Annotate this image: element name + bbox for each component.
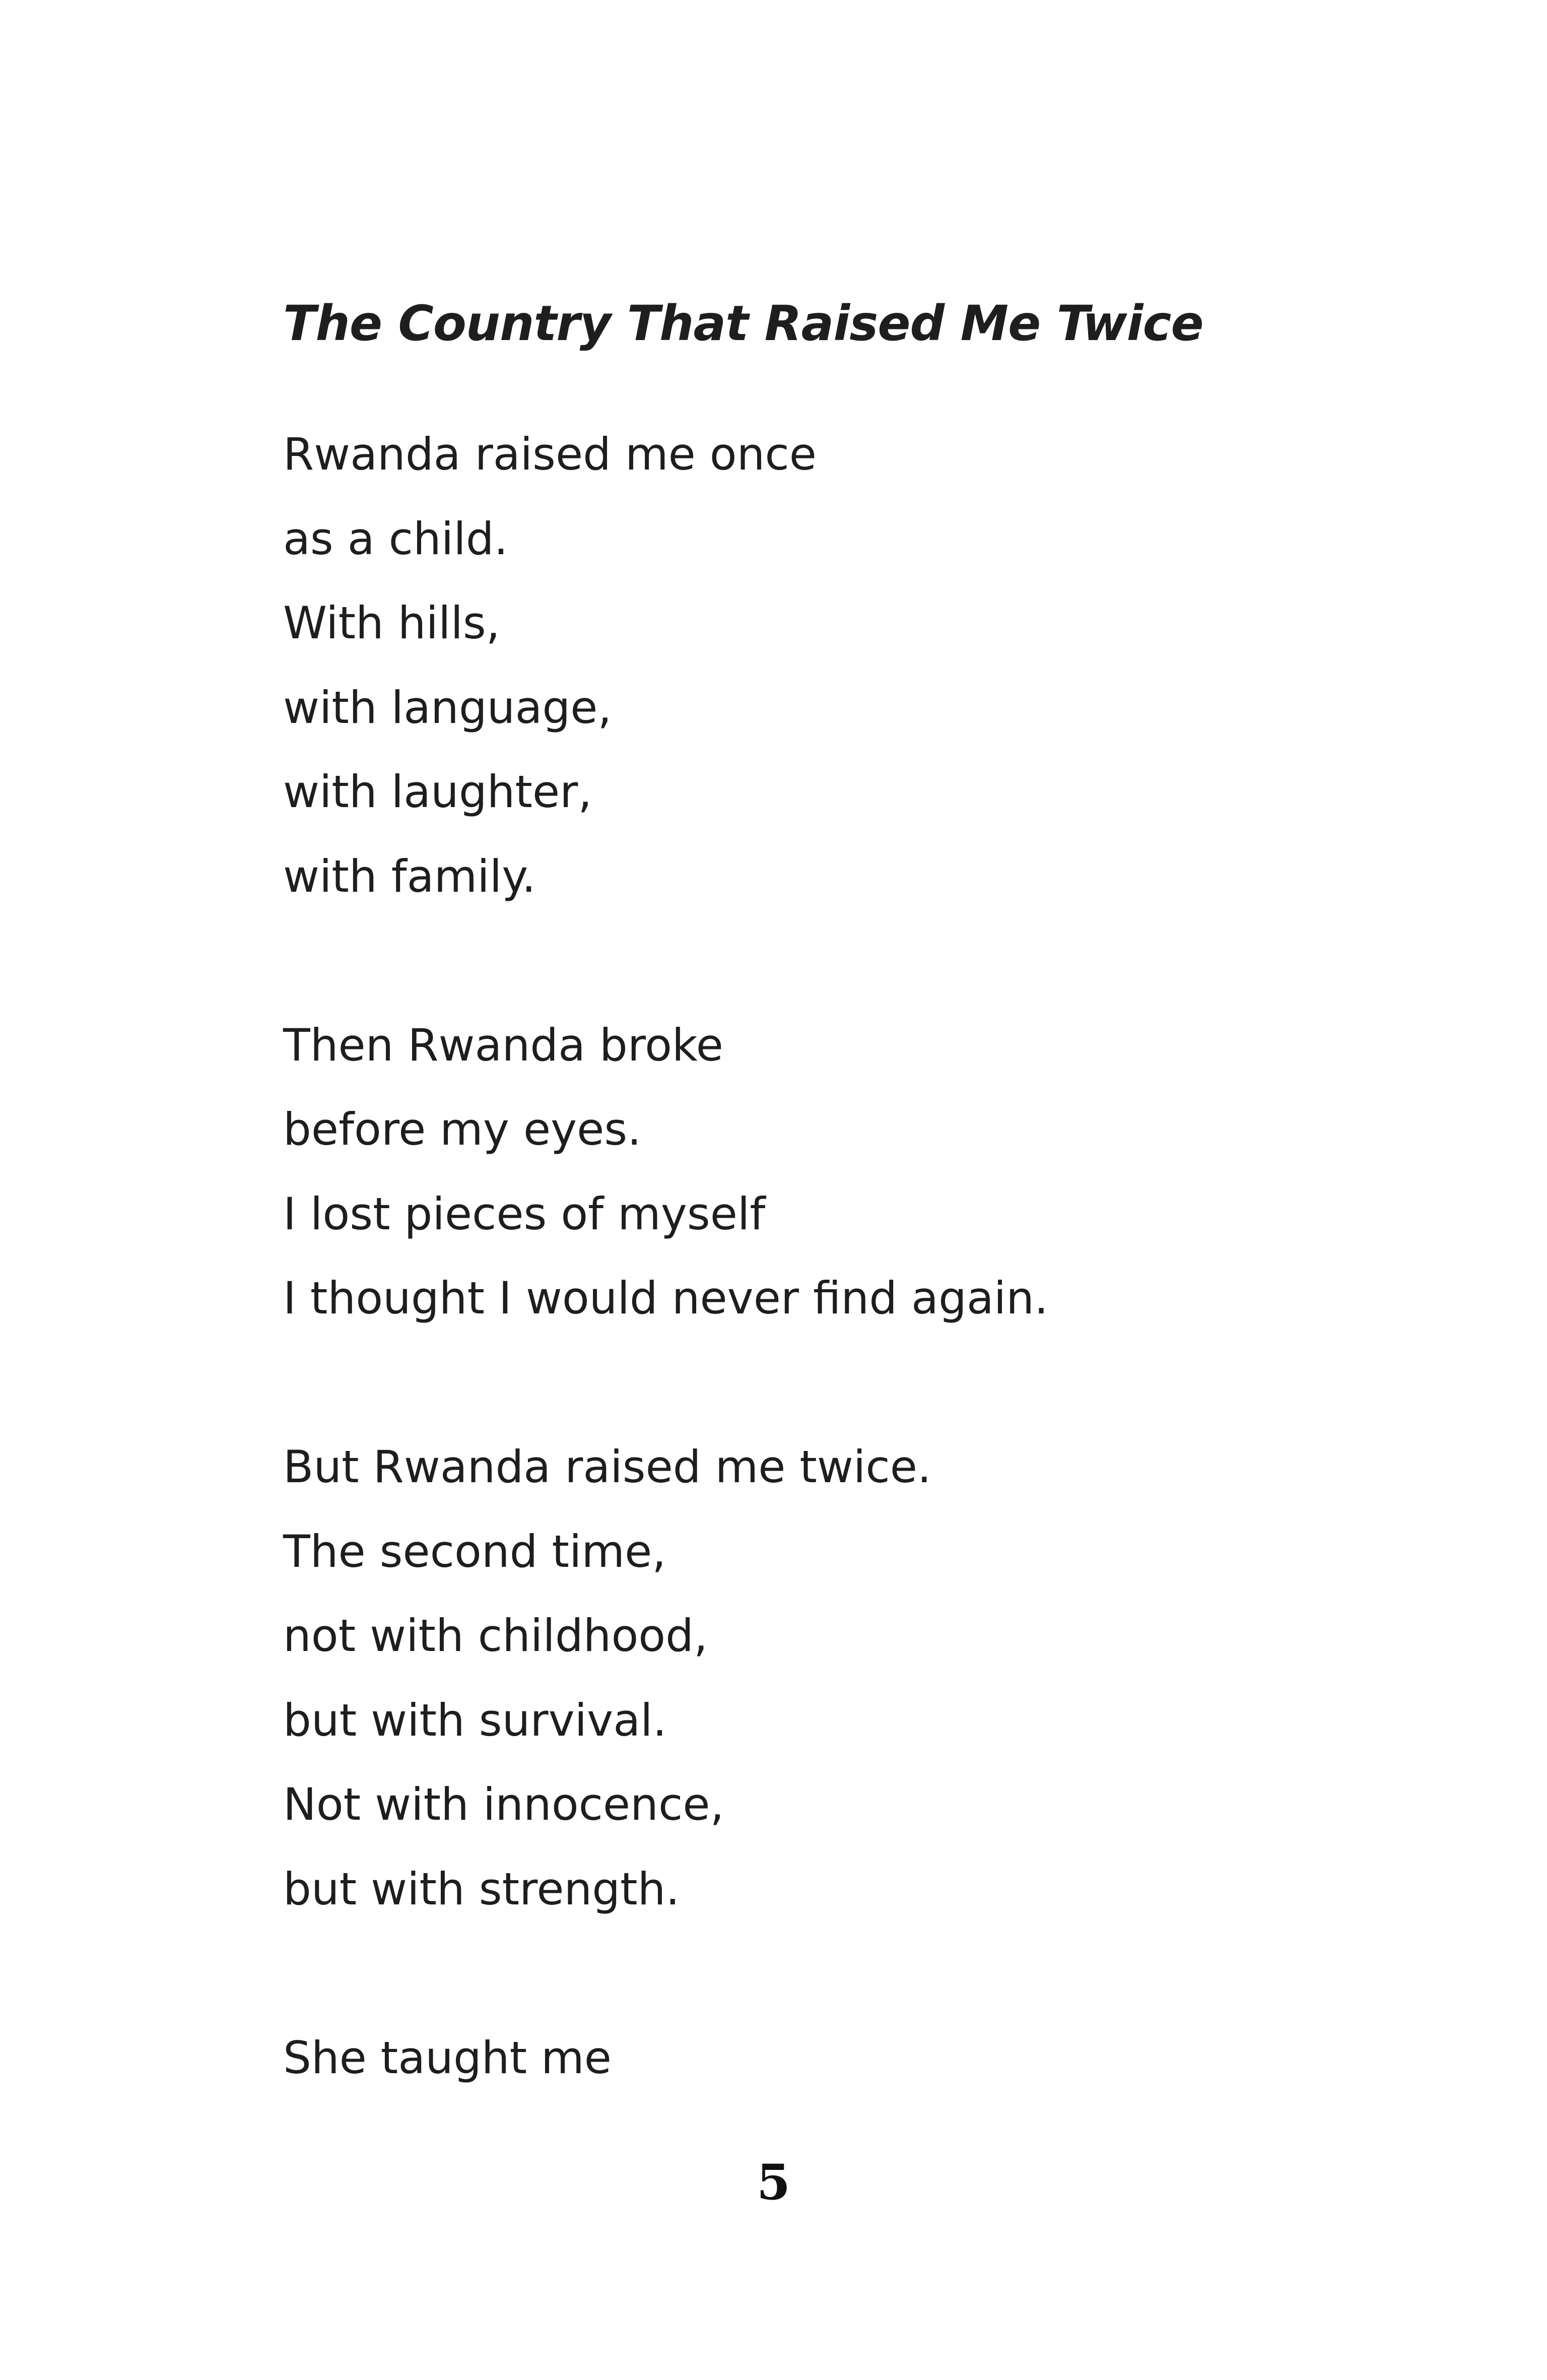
poem-title: The Country That Raised Me Twice <box>283 295 1203 352</box>
stanza-1 <box>283 412 1048 918</box>
poem-line: with laughter, <box>283 766 592 818</box>
poem-line: but with strength. <box>283 1863 680 1915</box>
stanza-3 <box>283 1425 1048 1931</box>
stanza-2 <box>283 1003 1048 1341</box>
poem-line: I lost pieces of myself <box>283 1187 766 1240</box>
poem-line: not with childhood, <box>283 1610 708 1662</box>
page-number: 5 <box>757 2154 790 2211</box>
poem-line: But Rwanda raised me twice. <box>283 1441 931 1493</box>
stanza-4 <box>283 2016 1048 2100</box>
poem-line: but with survival. <box>283 1694 667 1746</box>
poem-line: I thought I would never find again. <box>283 1272 1048 1324</box>
poem-line: Rwanda raised me once <box>283 428 817 480</box>
poem-line: as a child. <box>283 512 508 565</box>
poem-line: before my eyes. <box>283 1103 642 1155</box>
poem-line: with language, <box>283 681 612 734</box>
poem-line: She taught me <box>283 2031 612 2084</box>
poem-line: Not with innocence, <box>283 1778 724 1830</box>
poem-line: Then Rwanda broke <box>283 1019 723 1071</box>
poem-line: with family. <box>283 850 536 902</box>
poem-body <box>283 412 1048 2100</box>
poem-line: The second time, <box>283 1525 666 1577</box>
poem-line: With hills, <box>283 597 500 649</box>
